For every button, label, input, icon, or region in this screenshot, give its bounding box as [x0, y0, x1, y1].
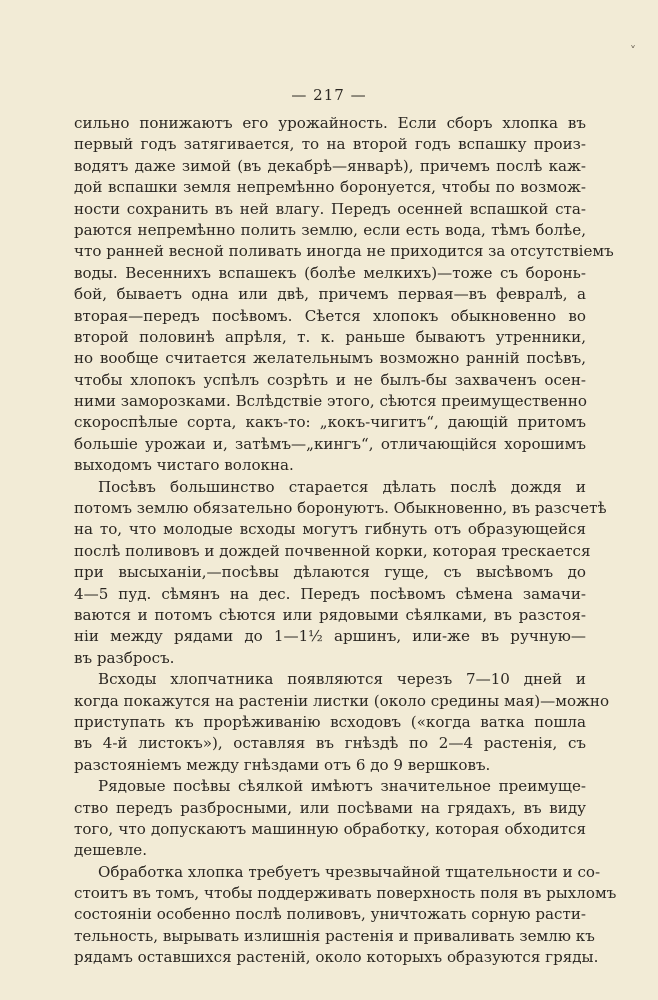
- corner-mark: ˅: [630, 44, 636, 58]
- text-line: скороспѣлые сорта, какъ-то: „кокъ-чигитъ“, дающій притомъ: [74, 413, 586, 432]
- text-line: 4—5 пуд. сѣмянъ на дес. Передъ посѣвомъ сѣмена замачи-: [74, 584, 586, 603]
- text-line: водятъ даже зимой (въ декабрѣ—январѣ), причемъ послѣ каж-: [74, 156, 586, 175]
- text-line: состояніи особенно послѣ поливовъ, уничтожать сорную расти-: [74, 905, 586, 924]
- text-line: ности сохранить въ ней влагу. Передъ осенней вспашкой ста-: [74, 199, 586, 218]
- text-line: когда покажутся на растеніи листки (около средины мая)—можно: [74, 691, 610, 710]
- text-line: въ 4-й листокъ»), оставляя въ гнѣздѣ по 2—4 растенія, съ: [74, 734, 586, 753]
- text-line: второй половинѣ апрѣля, т. к. раньше бываютъ утренники,: [74, 327, 586, 346]
- text-line: дой вспашки земля непремѣнно боронуется, чтобы по возмож-: [74, 178, 586, 197]
- text-line: но вообще считается желательнымъ возможно ранній посѣвъ,: [74, 349, 586, 368]
- text-line: дешевле.: [74, 841, 148, 860]
- text-line: большіе урожаи и, затѣмъ—„кингъ“, отличающійся хорошимъ: [74, 434, 586, 453]
- text-line: ство передъ разбросными, или посѣвами на грядахъ, въ виду: [74, 798, 586, 817]
- text-line: тельность, вырывать излишнія растенія и приваливать землю къ: [74, 926, 595, 945]
- text-line: Обработка хлопка требуетъ чрезвычайной тщательности и со-: [98, 862, 601, 881]
- text-line: послѣ поливовъ и дождей почвенной корки, которая трескается: [74, 541, 591, 560]
- text-line: того, что допускаютъ машинную обработку, которая обходится: [74, 819, 586, 838]
- text-line: приступать къ прорѣживанію всходовъ («когда ватка пошла: [74, 712, 586, 731]
- body-text: [74, 113, 617, 969]
- text-line: первый годъ затягивается, то на второй годъ вспашку произ-: [74, 135, 586, 154]
- text-line: при высыханіи,—посѣвы дѣлаются гуще, съ высѣвомъ до: [74, 563, 586, 582]
- text-line: ними заморозками. Вслѣдствіе этого, сѣются преимущественно: [74, 392, 588, 411]
- text-line: чтобы хлопокъ успѣлъ созрѣть и не былъ-бы захваченъ осен-: [74, 370, 586, 389]
- text-line: потомъ землю обязательно боронуютъ. Обыкновенно, въ разсчетѣ: [74, 499, 607, 518]
- text-line: бой, бываетъ одна или двѣ, причемъ первая—въ февралѣ, а: [74, 285, 586, 304]
- text-line: сильно понижаютъ его урожайность. Если сборъ хлопка въ: [74, 114, 586, 132]
- text-line: вторая—передъ посѣвомъ. Сѣется хлопокъ обыкновенно во: [74, 306, 586, 325]
- text-line: стоитъ въ томъ, чтобы поддерживать поверхность поля въ рыхломъ: [74, 884, 617, 903]
- page-number: — 217 —: [291, 86, 367, 104]
- text-line: ваются и потомъ сѣются или рядовыми сѣялками, въ разстоя-: [74, 605, 586, 624]
- text-line: разстояніемъ между гнѣздами отъ 6 до 9 вершковъ.: [74, 755, 491, 774]
- text-line: ніи между рядами до 1—1½ аршинъ, или-же въ ручную—: [74, 627, 586, 646]
- text-line: выходомъ чистаго волокна.: [74, 456, 294, 475]
- text-line: Посѣвъ большинство старается дѣлать послѣ дождя и: [98, 477, 586, 496]
- text-line: Рядовые посѣвы сѣялкой имѣютъ значительное преимуще-: [98, 777, 586, 796]
- text-line: рядамъ оставшихся растеній, около которыхъ образуются гряды.: [74, 948, 599, 967]
- text-line: раются непремѣнно полить землю, если есть вода, тѣмъ болѣе,: [74, 220, 586, 239]
- text-line: что ранней весной поливать иногда не приходится за отсутствіемъ: [74, 242, 614, 261]
- text-line: въ разбросъ.: [74, 648, 175, 667]
- text-line: на то, что молодые всходы могутъ гибнуть отъ образующейся: [74, 520, 586, 539]
- text-line: воды. Весеннихъ вспашекъ (болѣе мелкихъ)—тоже съ боронь-: [74, 263, 586, 282]
- text-line: Всходы хлопчатника появляются черезъ 7—10 дней и: [98, 670, 586, 689]
